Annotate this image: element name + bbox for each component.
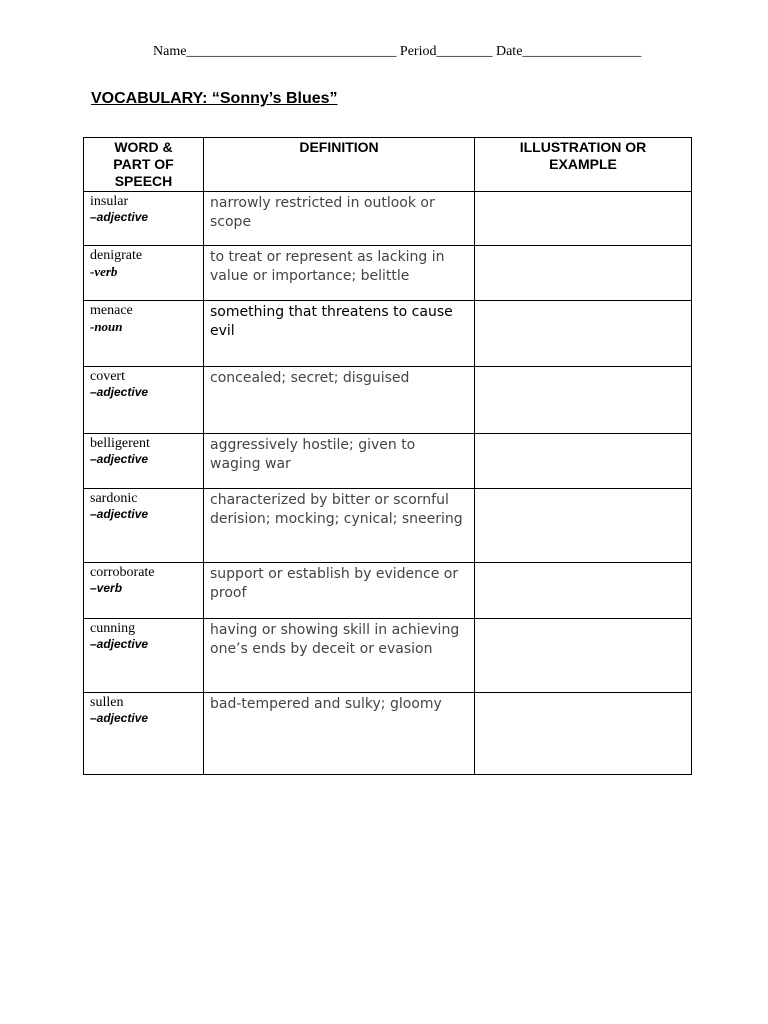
example-cell[interactable] — [475, 563, 692, 619]
definition-cell — [204, 367, 475, 434]
table-row — [84, 434, 692, 489]
definition: concealed; secret; disguised — [210, 370, 410, 386]
table-row — [84, 367, 692, 434]
definition: aggressively hostile; given to waging war — [210, 437, 416, 472]
word-cell — [84, 489, 204, 563]
definition-cell — [204, 563, 475, 619]
table-header-row — [84, 138, 692, 192]
example-cell[interactable] — [475, 246, 692, 301]
word: covert — [90, 369, 125, 384]
word-cell — [84, 301, 204, 367]
part-of-speech: –adjective — [90, 210, 149, 224]
example-cell[interactable] — [475, 619, 692, 693]
header-word: WORD & PART OF SPEECH — [84, 138, 204, 192]
part-of-speech: –adjective — [90, 385, 149, 399]
table-row — [84, 192, 692, 246]
part-of-speech: -verb — [90, 264, 118, 279]
example-cell[interactable] — [475, 489, 692, 563]
word-cell — [84, 367, 204, 434]
definition: bad-tempered and sulky; gloomy — [210, 696, 442, 712]
word: menace — [90, 303, 133, 318]
table-row — [84, 693, 692, 775]
definition-cell — [204, 301, 475, 367]
header-illustration: ILLUSTRATION OR EXAMPLE — [475, 138, 692, 192]
example-cell[interactable] — [475, 301, 692, 367]
part-of-speech: –adjective — [90, 507, 149, 521]
definition-cell — [204, 246, 475, 301]
word: denigrate — [90, 248, 143, 263]
part-of-speech: –adjective — [90, 452, 149, 466]
table-row — [84, 619, 692, 693]
part-of-speech: –adjective — [90, 711, 149, 725]
word-cell — [84, 563, 204, 619]
part-of-speech: –adjective — [90, 637, 149, 651]
word: cunning — [90, 621, 136, 636]
part-of-speech: -noun — [90, 319, 123, 334]
table-row — [84, 301, 692, 367]
definition: support or establish by evidence or proof — [210, 566, 459, 601]
table-row — [84, 563, 692, 619]
definition-cell — [204, 489, 475, 563]
definition-cell — [204, 192, 475, 246]
example-cell[interactable] — [475, 367, 692, 434]
example-cell[interactable] — [475, 192, 692, 246]
page-title: VOCABULARY: “Sonny’s Blues” — [91, 90, 338, 107]
definition-cell — [204, 619, 475, 693]
part-of-speech: –verb — [90, 581, 123, 595]
vocabulary-table — [83, 137, 692, 775]
table-row — [84, 489, 692, 563]
definition: something that threatens to cause evil — [210, 304, 453, 339]
definition: characterized by bitter or scornful derision; mocking; cynical; sneering — [210, 492, 463, 527]
example-cell[interactable] — [475, 693, 692, 775]
word-cell — [84, 434, 204, 489]
definition: to treat or represent as lacking in value or importance; belittle — [210, 249, 445, 284]
table-row — [84, 246, 692, 301]
word-cell — [84, 246, 204, 301]
name-period-date-line: Name______________________________ Period________ Date_________________ — [153, 44, 642, 59]
word-cell — [84, 693, 204, 775]
definition: having or showing skill in achieving one’s ends by deceit or evasion — [210, 622, 460, 657]
word-cell — [84, 619, 204, 693]
header-definition: DEFINITION — [204, 138, 475, 192]
word: belligerent — [90, 436, 150, 451]
example-cell[interactable] — [475, 434, 692, 489]
definition: narrowly restricted in outlook or scope — [210, 195, 435, 230]
definition-cell — [204, 693, 475, 775]
word-cell — [84, 192, 204, 246]
word: sardonic — [90, 491, 138, 506]
definition-cell — [204, 434, 475, 489]
word: corroborate — [90, 565, 155, 580]
word: sullen — [90, 695, 124, 710]
word: insular — [90, 194, 129, 209]
